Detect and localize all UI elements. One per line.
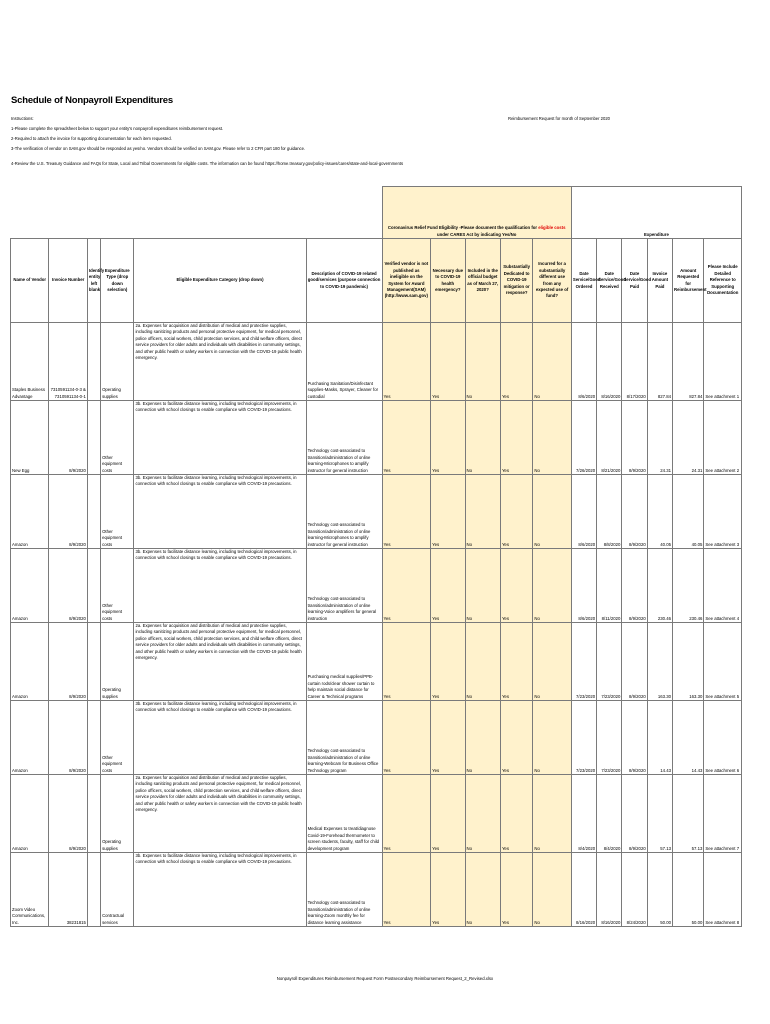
cell-vendor: Amazon <box>11 701 49 775</box>
cell-dedicated: Yes <box>500 853 532 927</box>
cell-received: 8/4/2020 <box>597 775 622 853</box>
cell-ordered: 8/6/2020 <box>571 323 596 401</box>
cell-description: Purchasing Sanitation/Disinfectant supplies-Masks, Sprayer, Cleaner for custodial <box>306 323 382 401</box>
col-header: Date Service/Good Ordered <box>571 239 596 323</box>
cell-necessary: Yes <box>431 853 465 927</box>
cell-budget: No <box>465 549 500 623</box>
cell-sam: Yes <box>382 853 431 927</box>
cell-necessary: Yes <box>431 475 465 549</box>
reimbursement-request-label: Reimbursement Request for month of September 2020 <box>508 116 610 121</box>
cell-description: Technology cost-associated to transition/administration of online learning-Microphones to amplify instructor for general instruction <box>306 401 382 475</box>
cell-invoice: 7310591134-0-3 & 7310591134-0-1 <box>49 323 87 401</box>
cell-reference: See attachment 6 <box>704 701 742 775</box>
cell-invoice-amt: 14.43 <box>647 701 672 775</box>
table-row <box>11 701 742 775</box>
cell-ordered: 8/6/2020 <box>571 549 596 623</box>
footer-filename: Nonpayroll Expenditures Reimbursement Request Form Postsecondary Reimbursement Request_2_Revised.xlsx <box>276 976 494 981</box>
cell-requested: 24.31 <box>673 401 704 475</box>
expenditure-table <box>10 186 742 927</box>
cell-ordered: 8/4/2020 <box>571 775 596 853</box>
cell-type: Other equipment costs <box>101 401 134 475</box>
cell-vendor: Amazon <box>11 475 49 549</box>
page-title: Schedule of Nonpayroll Expenditures <box>11 95 173 106</box>
cell-type: Operating supplies <box>101 323 134 401</box>
cell-type: Other equipment costs <box>101 475 134 549</box>
cell-ordered: 8/6/2020 <box>571 475 596 549</box>
cell-invoice: 38231815 <box>49 853 87 927</box>
cell-requested: 50.00 <box>673 853 704 927</box>
cell-type: Operating supplies <box>101 775 134 853</box>
cell-budget: No <box>465 623 500 701</box>
cell-sam: Yes <box>382 475 431 549</box>
cell-requested: 57.13 <box>673 775 704 853</box>
cell-reference: See attachment 8 <box>704 853 742 927</box>
cell-description: Technology cost-associated to transition/administration of online learning-Zoom monthly fee for distance learning assistance <box>306 853 382 927</box>
instruction-line-2: 2-Required to attach the invoice for supporting documentation for each item requested. <box>11 136 172 141</box>
table-row <box>11 323 742 401</box>
cell-identify <box>87 401 100 475</box>
cell-paid: 8/9/2020 <box>622 623 647 701</box>
cell-dedicated: Yes <box>500 549 532 623</box>
cell-different: No <box>533 701 572 775</box>
col-header: Included in the official budget as of March 27, 2020? <box>465 239 500 323</box>
expenditure-group-header: Expenditure <box>571 187 741 239</box>
cell-sam: Yes <box>382 323 431 401</box>
cell-invoice-amt: 230.46 <box>647 549 672 623</box>
cell-description: Technology cost-associated to transition/administration of online learning-Microphones to amplify instructor for general instruction <box>306 475 382 549</box>
cell-vendor: Amazon <box>11 775 49 853</box>
col-header: Necessary due to COVID-19 health emergency? <box>431 239 465 323</box>
cell-received: 8/11/2020 <box>597 549 622 623</box>
cell-necessary: Yes <box>431 775 465 853</box>
cell-ordered: 8/16/2020 <box>571 853 596 927</box>
cell-necessary: Yes <box>431 323 465 401</box>
cell-category: 3b. Expenses to facilitate distance learning, including technological improvements, in connection with school closings to enable compliance with COVID-19 precautions. <box>134 701 306 775</box>
cell-description: Medical Expenses to treat/diagnose Covid-19-Forehead thermometer to screen students, faculty, staff for child development program <box>306 775 382 853</box>
col-header: Amount Requested for Reimbursement <box>673 239 704 323</box>
cell-category: 3b. Expenses to facilitate distance learning, including technological improvements, in connection with school closings to enable compliance with COVID-19 precautions. <box>134 401 306 475</box>
col-header: Name of Vendor <box>11 239 49 323</box>
cell-necessary: Yes <box>431 623 465 701</box>
cell-different: No <box>533 775 572 853</box>
cell-type: Other equipment costs <box>101 701 134 775</box>
col-header: Incurred for a substantially different use from any expected use of fund? <box>533 239 572 323</box>
cell-invoice-amt: 40.05 <box>647 475 672 549</box>
cell-invoice-amt: 827.84 <box>647 323 672 401</box>
cell-budget: No <box>465 323 500 401</box>
col-header: Identify entity left blank <box>87 239 100 323</box>
cell-different: No <box>533 623 572 701</box>
cell-budget: No <box>465 475 500 549</box>
cell-requested: 163.30 <box>673 623 704 701</box>
cell-received: 8/16/2020 <box>597 853 622 927</box>
cell-category: 2a. Expenses for acquisition and distribution of medical and protective supplies, including sanitizing products and personal protective equipment, for medical personnel, police officers, social workers, child protection services, and child welfare officers, direct service providers for older adults and individuals with disabilities in community settings, and other public health or safety workers in connection with the COVID-19 public health emergency. <box>134 323 306 401</box>
cell-necessary: Yes <box>431 401 465 475</box>
cell-requested: 230.46 <box>673 549 704 623</box>
cell-category: 2a. Expenses for acquisition and distribution of medical and protective supplies, including sanitizing products and personal protective equipment, for medical personnel, police officers, social workers, child protection services, and child welfare officers, direct service providers for older adults and individuals with disabilities in community settings, and other public health or safety workers in connection with the COVID-19 public health emergency. <box>134 623 306 701</box>
cell-description: Purchasing medical supplies/PPE-curtain rods/clear shower curtain to help maintain social distance for Career & Technical programs <box>306 623 382 701</box>
cell-reference: See attachment 7 <box>704 775 742 853</box>
cell-identify <box>87 701 100 775</box>
col-header: Invoice Number <box>49 239 87 323</box>
cell-necessary: Yes <box>431 701 465 775</box>
instructions-heading: Instructions: <box>11 116 34 121</box>
col-header: Please Include Detailed Reference to Supporting Documentation <box>704 239 742 323</box>
cell-invoice: 8/9/2020 <box>49 475 87 549</box>
cell-budget: No <box>465 701 500 775</box>
table-row <box>11 775 742 853</box>
cell-type: Other equipment costs <box>101 549 134 623</box>
cell-received: 7/23/2020 <box>597 701 622 775</box>
cell-sam: Yes <box>382 775 431 853</box>
cell-category: 3b. Expenses to facilitate distance learning, including technological improvements, in connection with school closings to enable compliance with COVID-19 precautions. <box>134 549 306 623</box>
cell-ordered: 7/26/2020 <box>571 401 596 475</box>
cell-paid: 8/9/2020 <box>622 401 647 475</box>
cell-budget: No <box>465 775 500 853</box>
cell-description: Technology cost-associated to transition/administration of online learning-Webcam for Business Office Technology program <box>306 701 382 775</box>
cell-paid: 8/9/2020 <box>622 701 647 775</box>
cell-reference: See attachment 3 <box>704 475 742 549</box>
cell-type: Contractual services <box>101 853 134 927</box>
col-header: Verified vendor is not published as ineligible on the System for Award Management(SAM) (http://www.sam.gov) <box>382 239 431 323</box>
cell-received: 8/8/2020 <box>597 475 622 549</box>
col-header: Substantially Dedicated to COVID-19 mitigation or response? <box>500 239 532 323</box>
cell-requested: 40.05 <box>673 475 704 549</box>
cell-dedicated: Yes <box>500 323 532 401</box>
cell-received: 7/23/2020 <box>597 623 622 701</box>
cell-budget: No <box>465 853 500 927</box>
cell-category: 3b. Expenses to facilitate distance learning, including technological improvements, in connection with school closings to enable compliance with COVID-19 precautions. <box>134 475 306 549</box>
cell-invoice: 8/9/2020 <box>49 775 87 853</box>
cell-requested: 14.43 <box>673 701 704 775</box>
cell-vendor: Staples Business Advantage <box>11 323 49 401</box>
table-row <box>11 475 742 549</box>
cell-reference: See attachment 1 <box>704 323 742 401</box>
cell-different: No <box>533 475 572 549</box>
cell-reference: See attachment 2 <box>704 401 742 475</box>
cell-received: 8/21/2020 <box>597 401 622 475</box>
cell-paid: 8/24/2020 <box>622 853 647 927</box>
col-header: Expenditure Type (drop down selection) <box>101 239 134 323</box>
table-row <box>11 549 742 623</box>
eligibility-group-header: Coronavirus Relief Fund Eligibility -Please document the qualification for eligible costs under CARES Act by indicating Yes/No <box>382 187 571 239</box>
cell-reference: See attachment 4 <box>704 549 742 623</box>
cell-paid: 8/17/2020 <box>622 323 647 401</box>
cell-identify <box>87 853 100 927</box>
cell-invoice-amt: 24.31 <box>647 401 672 475</box>
cell-vendor: Amazon <box>11 549 49 623</box>
cell-invoice-amt: 163.30 <box>647 623 672 701</box>
cell-different: No <box>533 323 572 401</box>
cell-invoice: 8/9/2020 <box>49 549 87 623</box>
cell-category: 3b. Expenses to facilitate distance learning, including technological improvements, in connection with school closings to enable compliance with COVID-19 precautions. <box>134 853 306 927</box>
cell-invoice: 8/9/2020 <box>49 623 87 701</box>
cell-identify <box>87 323 100 401</box>
col-header: Eligible Expenditure Category (drop down) <box>134 239 306 323</box>
cell-identify <box>87 475 100 549</box>
cell-dedicated: Yes <box>500 401 532 475</box>
cell-different: No <box>533 401 572 475</box>
column-header-row <box>11 239 742 323</box>
cell-vendor: Amazon <box>11 623 49 701</box>
cell-received: 8/16/2020 <box>597 323 622 401</box>
cell-requested: 827.84 <box>673 323 704 401</box>
cell-different: No <box>533 549 572 623</box>
cell-dedicated: Yes <box>500 775 532 853</box>
col-header: Date Service/Good Received <box>597 239 622 323</box>
instruction-line-3: 3-The verification of vendor on SAM.gov should be responded as yes/no. Vendors should be verified on SAM.gov. Please refer to 2 CFR part 180 for guidance. <box>11 146 306 151</box>
cell-reference: See attachment 5 <box>704 623 742 701</box>
cell-dedicated: Yes <box>500 623 532 701</box>
cell-ordered: 7/23/2020 <box>571 701 596 775</box>
cell-vendor: New Egg <box>11 401 49 475</box>
cell-identify <box>87 775 100 853</box>
cell-sam: Yes <box>382 401 431 475</box>
cell-sam: Yes <box>382 549 431 623</box>
col-header: Description of COVID-19 related good/services (purpose connection to COVID-19 pandemic) <box>306 239 382 323</box>
cell-dedicated: Yes <box>500 475 532 549</box>
col-header: Date Service/Good Paid <box>622 239 647 323</box>
cell-paid: 8/9/2020 <box>622 475 647 549</box>
cell-paid: 8/9/2020 <box>622 775 647 853</box>
cell-invoice-amt: 50.00 <box>647 853 672 927</box>
cell-invoice: 8/9/2020 <box>49 701 87 775</box>
cell-identify <box>87 623 100 701</box>
table-row <box>11 623 742 701</box>
cell-identify <box>87 549 100 623</box>
cell-invoice-amt: 57.13 <box>647 775 672 853</box>
cell-vendor: Zoom Video Communications, Inc. <box>11 853 49 927</box>
cell-budget: No <box>465 401 500 475</box>
cell-necessary: Yes <box>431 549 465 623</box>
table-row <box>11 401 742 475</box>
cell-different: No <box>533 853 572 927</box>
cell-category: 2a. Expenses for acquisition and distribution of medical and protective supplies, including sanitizing products and personal protective equipment, for medical personnel, police officers, social workers, child protection services, and child welfare officers, direct service providers for older adults and individuals with disabilities in community settings, and other public health or safety workers in connection with the COVID-19 public health emergency. <box>134 775 306 853</box>
cell-invoice: 8/9/2020 <box>49 401 87 475</box>
instruction-line-4: 4-Review the U.S. Treasury Guidance and FAQs for State, Local and Tribal Governments for eligible costs. The information can be found https://home.treasury.gov/policy-issues/cares/state-and-local-governments <box>11 161 404 166</box>
cell-sam: Yes <box>382 623 431 701</box>
cell-paid: 8/9/2020 <box>622 549 647 623</box>
table-row <box>11 853 742 927</box>
cell-type: Operating supplies <box>101 623 134 701</box>
col-header: Invoice Amount Paid <box>647 239 672 323</box>
cell-ordered: 7/23/2020 <box>571 623 596 701</box>
cell-sam: Yes <box>382 701 431 775</box>
cell-dedicated: Yes <box>500 701 532 775</box>
cell-description: Technology cost-associated to transition/administration of online learning-Voice amplifiers for general instruction <box>306 549 382 623</box>
instruction-line-1: 1-Please complete the spreadsheet below to support your entity's nonpayroll expenditures reimbursement request. <box>11 126 224 131</box>
